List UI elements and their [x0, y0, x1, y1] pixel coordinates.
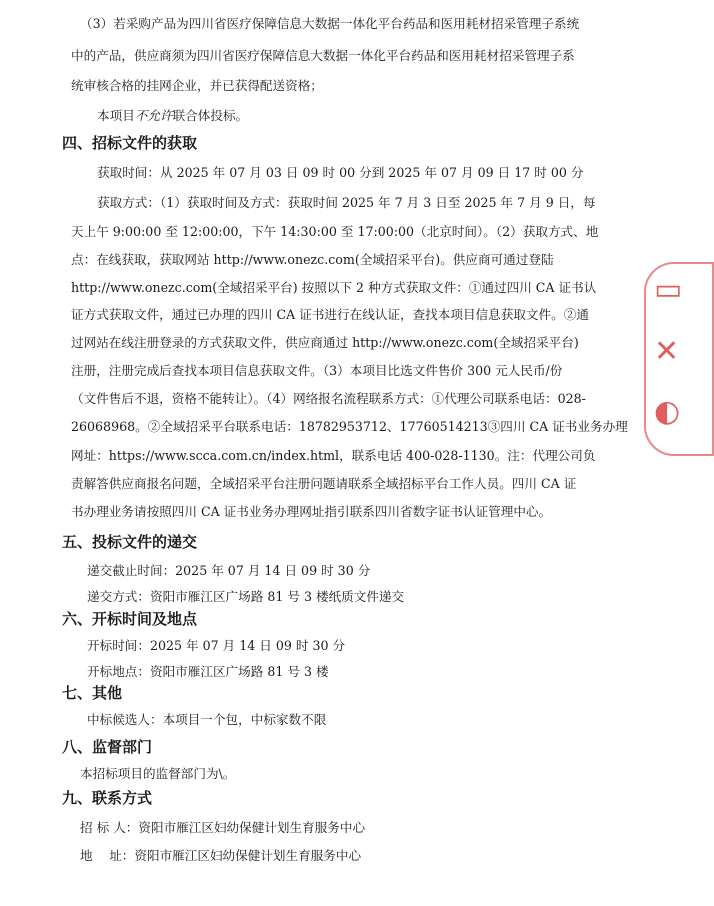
supervision-text: 本招标项目的监督部门为\。: [80, 766, 236, 781]
section-heading: 八、监督部门: [62, 738, 153, 756]
opening-time: 开标时间：2025 年 07 月 14 日 09 时 30 分: [87, 638, 346, 653]
text-line: 证方式获取文件，通过已办理的四川 CA 证书进行在线认证，查找本项目信息获取文件。②通: [71, 307, 589, 322]
text-line: 点：在线获取，获取网站 http://www.onezc.com(全域招采平台)。供应商可通过登陆: [71, 252, 554, 267]
contact-address: 地 址：资阳市雁江区妇幼保健计划生育服务中心: [80, 848, 362, 863]
text-line: 统审核合格的挂网企业，并已获得配送资格；: [71, 78, 323, 93]
submission-method: 递交方式：资阳市雁江区广场路 81 号 3 楼纸质文件递交: [87, 589, 405, 604]
section-heading: 七、其他: [62, 684, 123, 702]
section-heading: 六、开标时间及地点: [62, 610, 198, 628]
consortium-prefix: 本项目: [97, 108, 135, 123]
opening-place: 开标地点：资阳市雁江区广场路 81 号 3 楼: [87, 664, 329, 679]
section-heading: 五、投标文件的递交: [62, 533, 198, 551]
acquire-time: 获取时间：从 2025 年 07 月 03 日 09 时 00 分到 2025 年 07 月 09 日 17 时 00 分: [97, 165, 584, 180]
text-line: 获取方式：（1）获取时间及方式：获取时间 2025 年 7 月 3 日至 2025 年 7 月 9 日，每: [97, 195, 596, 210]
text-line: （文件售后不退，资格不能转让）。（4）网络报名流程联系方式：①代理公司联系电话：028-: [71, 391, 586, 406]
contact-tenderer: 招 标 人：资阳市雁江区妇幼保健计划生育服务中心: [80, 820, 366, 835]
text-line: 中的产品，供应商须为四川省医疗保障信息大数据一体化平台药品和医用耗材招采管理子系: [71, 48, 575, 63]
red-seal-stamp: ▭ ✕ ◐: [644, 262, 714, 456]
text-line: 过网站在线注册登录的方式获取文件，供应商通过 http://www.onezc.com(全域招采平台): [71, 335, 579, 350]
consortium-line: [97, 106, 248, 126]
section-heading: 四、招标文件的获取: [62, 134, 198, 152]
text-line: 网址：https://www.scca.com.cn/index.html，联系电话 400-028-1130。注：代理公司负: [71, 448, 596, 463]
consortium-emphasis: 不允许: [134, 108, 173, 123]
text-line: 书办理业务请按照四川 CA 证书业务办理网址指引联系四川省数字证书认证管理中心。: [71, 504, 552, 519]
text-line: 天上午 9:00:00 至 12:00:00，下午 14:30:00 至 17:00:00（北京时间）。（2）获取方式、地: [71, 224, 599, 239]
text-line: （3）若采购产品为四川省医疗保障信息大数据一体化平台药品和医用耗材招采管理子系统: [80, 16, 580, 31]
section-heading: 九、联系方式: [62, 789, 153, 807]
text-line: 26068968。②全域招采平台联系电话：18782953712、17760514213③四川 CA 证书业务办理: [71, 419, 628, 434]
text-line: 注册，注册完成后查找本项目信息获取文件。（3）本项目比选文件售价 300 元人民币/份: [71, 363, 563, 378]
other-text: 中标候选人：本项目一个包，中标家数不限: [87, 712, 327, 727]
text-line: 责解答供应商报名问题，全域招采平台注册问题请联系全域招标平台工作人员。四川 CA 证: [71, 476, 577, 491]
consortium-suffix: 联合体投标。: [172, 108, 249, 123]
submission-deadline: 递交截止时间：2025 年 07 月 14 日 09 时 30 分: [87, 563, 371, 578]
text-line: http://www.onezc.com(全域招采平台) 按照以下 2 种方式获取文件：①通过四川 CA 证书认: [71, 280, 597, 295]
